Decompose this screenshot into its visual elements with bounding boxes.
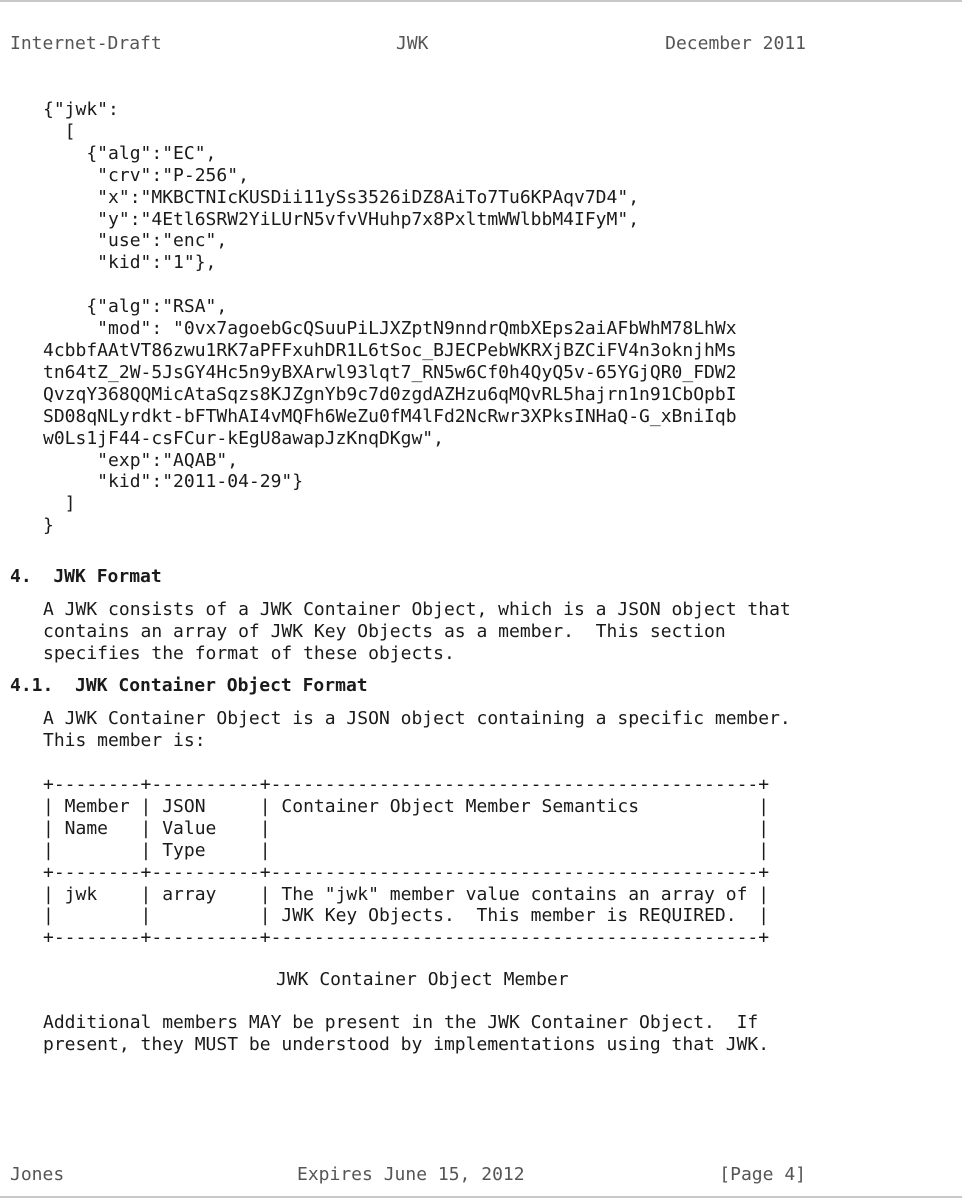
header-left: Internet-Draft bbox=[10, 33, 162, 54]
footer-right: [Page 4] bbox=[719, 1164, 806, 1185]
example-line: ] bbox=[43, 493, 76, 515]
header-right: December 2011 bbox=[665, 33, 806, 54]
example-line: {"jwk": bbox=[43, 99, 119, 120]
table-caption: JWK Container Object Member bbox=[276, 969, 569, 990]
section-4-title: 4. JWK Format bbox=[10, 566, 162, 587]
example-line: QvzqY368QQMicAtaSqzs8KJZgnYb9c7d0zgdAZHzu6qMQvRL5hajrn1n91CbOpbI bbox=[43, 383, 737, 405]
top-rule bbox=[0, 0, 962, 2]
footer-left: Jones bbox=[10, 1164, 65, 1185]
example-line: w0Ls1jF44-csFCur-kEgU8awapJzKnqDKgw", bbox=[43, 427, 444, 449]
example-line: "use":"enc", bbox=[43, 230, 228, 252]
footer-center: Expires June 15, 2012 bbox=[297, 1164, 525, 1185]
example-line: "exp":"AQAB", bbox=[43, 449, 239, 471]
example-line: "mod": "0vx7agoebGcQSuuPiLJXZptN9nndrQmbXEps2aiAFbWhM78LhWx bbox=[43, 318, 737, 340]
header-center: JWK bbox=[396, 33, 429, 54]
body-line: contains an array of JWK Key Objects as a member. This section bbox=[43, 620, 726, 642]
section-4-body bbox=[43, 599, 791, 665]
example-line: "y":"4Etl6SRW2YiLUrN5vfvVHuhp7x8PxltmWWlbbM4IFyM", bbox=[43, 208, 640, 230]
table-line: | | Type | | bbox=[43, 839, 770, 861]
example-line: "kid":"1"}, bbox=[43, 252, 217, 274]
body-line: This member is: bbox=[43, 729, 206, 751]
example-line: [ bbox=[43, 120, 76, 142]
page-footer bbox=[10, 1164, 806, 1188]
example-line: {"alg":"RSA", bbox=[43, 296, 228, 318]
section-4-1-body bbox=[43, 708, 791, 752]
jwk-example bbox=[43, 99, 737, 537]
table-line: | | | JWK Key Objects. This member is REQUIRED. | bbox=[43, 905, 770, 927]
body-line: A JWK consists of a JWK Container Object, which is a JSON object that bbox=[43, 599, 791, 620]
example-line: "x":"MKBCTNIcKUSDii11ySs3526iDZ8AiTo7Tu6KPAqv7D4", bbox=[43, 186, 640, 208]
example-line: "crv":"P-256", bbox=[43, 164, 249, 186]
bottom-rule bbox=[0, 1196, 962, 1198]
closing-paragraph bbox=[43, 1012, 769, 1056]
table-line: +--------+----------+---------------------------------------------+ bbox=[43, 774, 770, 795]
body-line: specifies the format of these objects. bbox=[43, 642, 455, 664]
table-line: | Member | JSON | Container Object Member Semantics | bbox=[43, 795, 770, 817]
table-line: +--------+----------+---------------------------------------------+ bbox=[43, 861, 770, 883]
table-line: | Name | Value | | bbox=[43, 817, 770, 839]
body-line: Additional members MAY be present in the JWK Container Object. If bbox=[43, 1012, 759, 1033]
example-line: "kid":"2011-04-29"} bbox=[43, 471, 304, 493]
body-line: A JWK Container Object is a JSON object containing a specific member. bbox=[43, 708, 791, 729]
example-line: 4cbbfAAtVT86zwu1RK7aPFFxuhDR1L6tSoc_BJECPebWKRXjBZCiFV4n3oknjhMs bbox=[43, 339, 737, 361]
example-line: {"alg":"EC", bbox=[43, 142, 217, 164]
example-line: SD08qNLyrdkt-bFTWhAI4vMQFh6WeZu0fM4lFd2NcRwr3XPksINHaQ-G_xBniIqb bbox=[43, 405, 737, 427]
body-line: present, they MUST be understood by implementations using that JWK. bbox=[43, 1033, 770, 1055]
example-line: } bbox=[43, 515, 54, 537]
table-line: | jwk | array | The "jwk" member value contains an array of | bbox=[43, 883, 770, 905]
table-line: +--------+----------+---------------------------------------------+ bbox=[43, 927, 770, 949]
page-header bbox=[10, 33, 806, 57]
member-table bbox=[43, 774, 769, 949]
example-line: tn64tZ_2W-5JsGY4Hc5n9yBXArwl93lqt7_RN5w6Cf0h4QyQ5v-65YGjQR0_FDW2 bbox=[43, 361, 737, 383]
section-4-1-title: 4.1. JWK Container Object Format bbox=[10, 675, 368, 696]
